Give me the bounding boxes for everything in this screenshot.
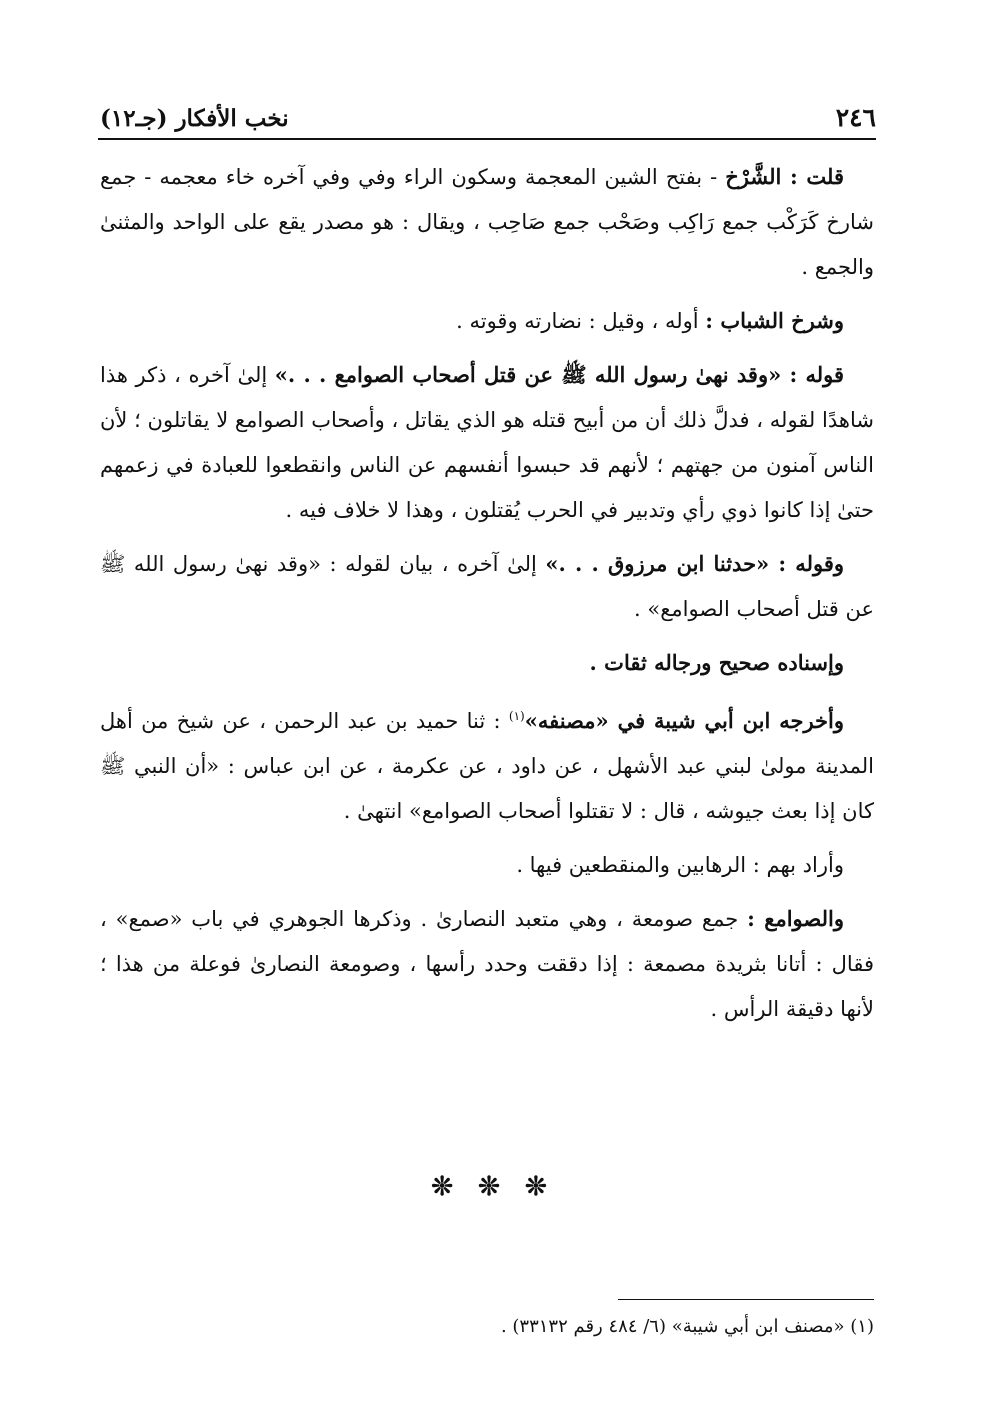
paragraph-lead: والصوامع : bbox=[747, 906, 844, 931]
paragraph-text: إلىٰ آخره ، ذكر هذا شاهدًا لقوله ، فدلَّ ذلك أن من أبيح قتله هو الذي يقاتل ، وأصحاب الصوامع لا يقاتلون ؛ لأن الناس آمنون من جهتهم ؛ لأنهم قد حبسوا أنفسهم عن الناس وانقطعوا للعبادة في زعمهم حتىٰ إذا كانوا ذوي رأي وتدبير في الحرب يُقتلون ، وهذا لا خلاف فيه . bbox=[100, 363, 874, 522]
footnote-marker[interactable]: (١) bbox=[508, 709, 525, 723]
paragraph-lead: قلت : الشَّرْخ bbox=[725, 164, 844, 189]
paragraph-lead: وإسناده صحيح ورجاله ثقات . bbox=[589, 650, 844, 675]
paragraph-abi-shaybah bbox=[100, 694, 874, 834]
section-separator: ❊ ❊ ❊ bbox=[431, 1172, 555, 1202]
running-title: نخب الأفكار (جـ١٢) bbox=[100, 105, 289, 132]
paragraph-sharkh-alshabab bbox=[100, 298, 874, 344]
page-header bbox=[100, 92, 876, 132]
paragraph-text: أوله ، وقيل : نضارته وقوته . bbox=[456, 309, 706, 333]
paragraph-text: - بفتح الشين المعجمة وسكون الراء وفي وفي آخره خاء معجمه - جمع شارخ كَرَكْب جمع رَاكِب وصَحْب جمع صَاحِب ، ويقال : هو مصدر يقع على الواحد والمثنىٰ والجمع . bbox=[100, 165, 874, 279]
paragraph-nahy bbox=[100, 352, 874, 533]
paragraph-arada bbox=[100, 842, 874, 888]
paragraph-lead: قوله : «وقد نهىٰ رسول الله ﷺ عن قتل أصحاب الصوامع . . .» bbox=[274, 362, 844, 387]
paragraph-sharkh bbox=[100, 154, 874, 290]
paragraph-sawami bbox=[100, 896, 874, 1032]
body-text bbox=[100, 154, 874, 1040]
page-number: ٢٤٦ bbox=[835, 103, 876, 132]
paragraph-isnad bbox=[100, 640, 874, 686]
paragraph-text: جمع صومعة ، وهي متعبد النصارىٰ . وذكرها الجوهري في باب «صمع» ، فقال : أتانا بثريدة مصمعة : إذا دققت وحدد رأسها ، وصومعة النصارىٰ فوعلة من هذا ؛ لأنها دقيقة الرأس . bbox=[100, 907, 874, 1021]
footnote: (١) «مصنف ابن أبي شيبة» (٦/ ٤٨٤ رقم ٣٣١٣٢) . bbox=[500, 1316, 874, 1337]
paragraph-lead: وشرخ الشباب : bbox=[705, 308, 844, 333]
paragraph-text: : ثنا حميد بن عبد الرحمن ، عن شيخ من أهل المدينة مولىٰ لبني عبد الأشهل ، عن داود ، عن عكرمة ، عن ابن عباس : «أن النبي ﷺ كان إذا بعث جيوشه ، قال : لا تقتلوا أصحاب الصوامع» انتهىٰ . bbox=[100, 709, 874, 823]
paragraph-text: إلىٰ آخره ، بيان لقوله : «وقد نهىٰ رسول الله ﷺ عن قتل أصحاب الصوامع» . bbox=[100, 552, 874, 621]
footnote-rule bbox=[618, 1299, 874, 1300]
paragraph-lead: وقوله : «حدثنا ابن مرزوق . . .» bbox=[545, 551, 844, 576]
paragraph-text: وأراد بهم : الرهابين والمنقطعين فيها . bbox=[516, 853, 844, 877]
paragraph-marzuq bbox=[100, 541, 874, 632]
header-rule bbox=[98, 138, 876, 140]
paragraph-lead: وأخرجه ابن أبي شيبة في «مصنفه» bbox=[524, 708, 844, 733]
